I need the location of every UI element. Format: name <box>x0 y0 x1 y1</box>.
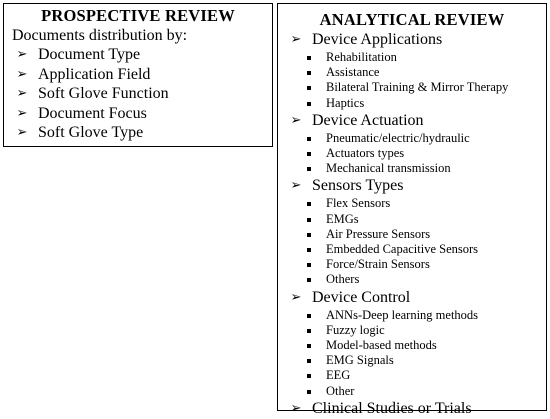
subitem <box>304 323 546 338</box>
analytical-group-list <box>278 288 546 308</box>
square-bullet-icon <box>307 314 311 318</box>
subitem-label: Force/Strain Sensors <box>326 257 430 272</box>
subitem <box>304 272 546 287</box>
prospective-item <box>14 104 272 124</box>
subitem <box>304 80 546 95</box>
subitem-label: Mechanical transmission <box>326 161 451 176</box>
subitem <box>304 368 546 383</box>
square-bullet-icon <box>307 202 311 206</box>
subitem <box>304 212 546 227</box>
subitem-label: Model-based methods <box>326 338 437 353</box>
square-bullet-icon <box>307 374 311 378</box>
arrowhead-bullet-icon: ➢ <box>16 86 28 102</box>
square-bullet-icon <box>307 278 311 282</box>
prospective-item <box>14 123 272 143</box>
subitem-label: Bilateral Training & Mirror Therapy <box>326 80 509 95</box>
analytical-review-title: ANALYTICAL REVIEW <box>319 10 505 29</box>
prospective-item <box>14 84 272 104</box>
square-bullet-icon <box>307 248 311 252</box>
subitem-label: EEG <box>326 368 351 383</box>
subitem <box>304 257 546 272</box>
square-bullet-icon <box>307 71 311 75</box>
subitem <box>304 242 546 257</box>
subitem-label: Embedded Capacitive Sensors <box>326 242 479 257</box>
subitem-list <box>278 131 546 177</box>
subitem <box>304 65 546 80</box>
analytical-group <box>288 111 546 131</box>
group-label: Device Applications <box>312 31 443 48</box>
subitem-label: Pneumatic/electric/hydraulic <box>326 130 470 145</box>
square-bullet-icon <box>307 344 311 348</box>
subitem-label: ANNs-Deep learning methods <box>326 307 479 322</box>
square-bullet-icon <box>307 233 311 237</box>
arrowhead-bullet-icon: ➢ <box>290 112 302 128</box>
square-bullet-icon <box>307 102 311 106</box>
subitem-label: Rehabilitation <box>326 50 397 64</box>
subitem <box>304 227 546 242</box>
arrowhead-bullet-icon: ➢ <box>16 125 28 141</box>
subitem-label: Actuators types <box>326 146 405 161</box>
group-label: Clinical Studies or Trials <box>312 399 472 417</box>
subitem-list <box>278 308 546 399</box>
square-bullet-icon <box>307 359 311 363</box>
arrowhead-bullet-icon: ➢ <box>16 66 28 82</box>
subitem <box>304 384 546 399</box>
arrowhead-bullet-icon: ➢ <box>290 178 302 194</box>
subitem <box>304 196 546 211</box>
analytical-group <box>288 288 546 308</box>
analytical-group-list <box>278 30 546 50</box>
prospective-intro: Documents distribution by: <box>12 27 188 44</box>
prospective-item-label: Application Field <box>38 65 151 83</box>
arrowhead-bullet-icon: ➢ <box>16 105 28 121</box>
analytical-review-box <box>277 3 547 417</box>
subitem-label: Flex Sensors <box>326 196 391 211</box>
square-bullet-icon <box>307 263 311 267</box>
analytical-group <box>288 30 546 50</box>
prospective-item <box>14 45 272 65</box>
prospective-list <box>4 45 272 143</box>
analytical-group-list <box>278 176 546 196</box>
subitem <box>304 308 546 323</box>
subitem-label: Haptics <box>326 95 365 110</box>
subitem-label: Fuzzy logic <box>326 322 385 337</box>
subitem-list <box>278 196 546 287</box>
subitem-label: EMG Signals <box>326 353 394 368</box>
group-label: Device Control <box>312 288 411 306</box>
subitem-label: Assistance <box>326 65 380 80</box>
square-bullet-icon <box>307 86 311 90</box>
prospective-item-label: Soft Glove Type <box>38 124 144 142</box>
square-bullet-icon <box>307 167 311 171</box>
arrowhead-bullet-icon: ➢ <box>290 400 302 416</box>
group-label: Sensors Types <box>312 177 404 195</box>
square-bullet-icon <box>307 56 311 60</box>
prospective-review-title: PROSPECTIVE REVIEW <box>41 6 235 25</box>
subitem <box>304 353 546 368</box>
prospective-item-label: Document Type <box>38 46 141 63</box>
subitem <box>304 161 546 176</box>
subitem-label: Air Pressure Sensors <box>326 226 431 241</box>
square-bullet-icon <box>307 329 311 333</box>
subitem <box>304 131 546 146</box>
subitem <box>304 96 546 111</box>
analytical-group-list <box>278 111 546 131</box>
subitem <box>304 338 546 353</box>
subitem-label: EMGs <box>326 211 359 226</box>
arrowhead-bullet-icon: ➢ <box>290 289 302 305</box>
square-bullet-icon <box>307 390 311 394</box>
subitem-label: Other <box>326 383 355 398</box>
square-bullet-icon <box>307 152 311 156</box>
square-bullet-icon <box>307 218 311 222</box>
group-label: Device Actuation <box>312 111 424 129</box>
subitem-list <box>278 50 546 111</box>
analytical-group <box>288 176 546 196</box>
prospective-item-label: Document Focus <box>38 104 147 122</box>
prospective-item-label: Soft Glove Function <box>38 85 169 103</box>
square-bullet-icon <box>307 137 311 141</box>
arrowhead-bullet-icon: ➢ <box>16 47 28 62</box>
prospective-item <box>14 65 272 85</box>
subitem <box>304 146 546 161</box>
subitem <box>304 50 546 65</box>
prospective-review-box <box>3 3 273 147</box>
subitem-label: Others <box>326 272 360 287</box>
arrowhead-bullet-icon: ➢ <box>290 32 302 47</box>
